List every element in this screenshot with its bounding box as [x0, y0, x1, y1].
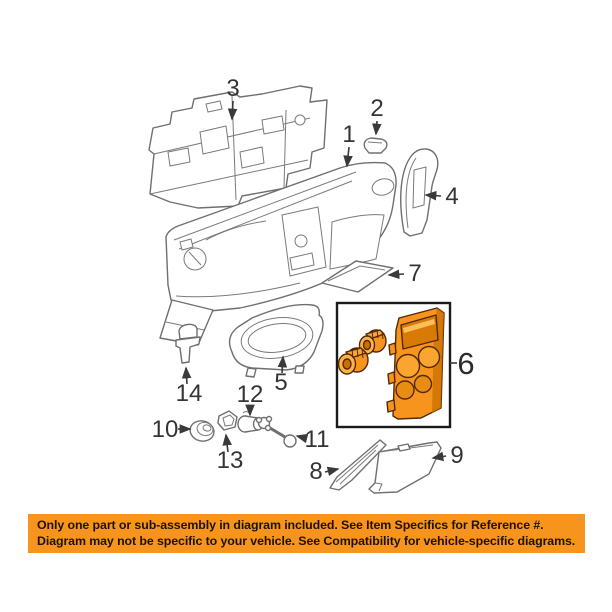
disclaimer-line-1: Only one part or sub-assembly in diagram included. See Item Specifics for Reference #.	[37, 518, 544, 532]
part-drawing-knob	[188, 418, 216, 443]
disclaimer-line-2: Diagram may not be specific to your vehicle. See Compatibility for vehicle-specific diagrams.	[37, 533, 576, 548]
part-label-10: 10	[151, 416, 179, 443]
part-label-13: 13	[216, 447, 244, 474]
part-label-4: 4	[445, 183, 459, 210]
part-label-11: 11	[304, 426, 330, 453]
part-drawing-end-cap	[401, 149, 438, 236]
disclaimer-banner	[28, 514, 585, 553]
part-drawing-clip-nut	[218, 411, 237, 430]
part-label-9: 9	[450, 442, 464, 469]
part-label-12: 12	[236, 381, 264, 408]
part-label-2: 2	[370, 95, 384, 122]
part-drawing-clip	[364, 138, 387, 153]
part-label-8: 8	[309, 458, 323, 485]
part-label-1: 1	[342, 121, 356, 148]
part-label-7: 7	[408, 260, 422, 287]
part-label-14: 14	[175, 380, 203, 407]
part-drawing-bolt-ring	[257, 417, 297, 448]
part-drawing-cluster-bezel	[230, 305, 323, 377]
part-label-6: 6	[457, 346, 475, 381]
part-drawing-bracket	[176, 323, 200, 363]
part-label-3: 3	[226, 75, 240, 102]
part-label-5: 5	[274, 369, 288, 396]
